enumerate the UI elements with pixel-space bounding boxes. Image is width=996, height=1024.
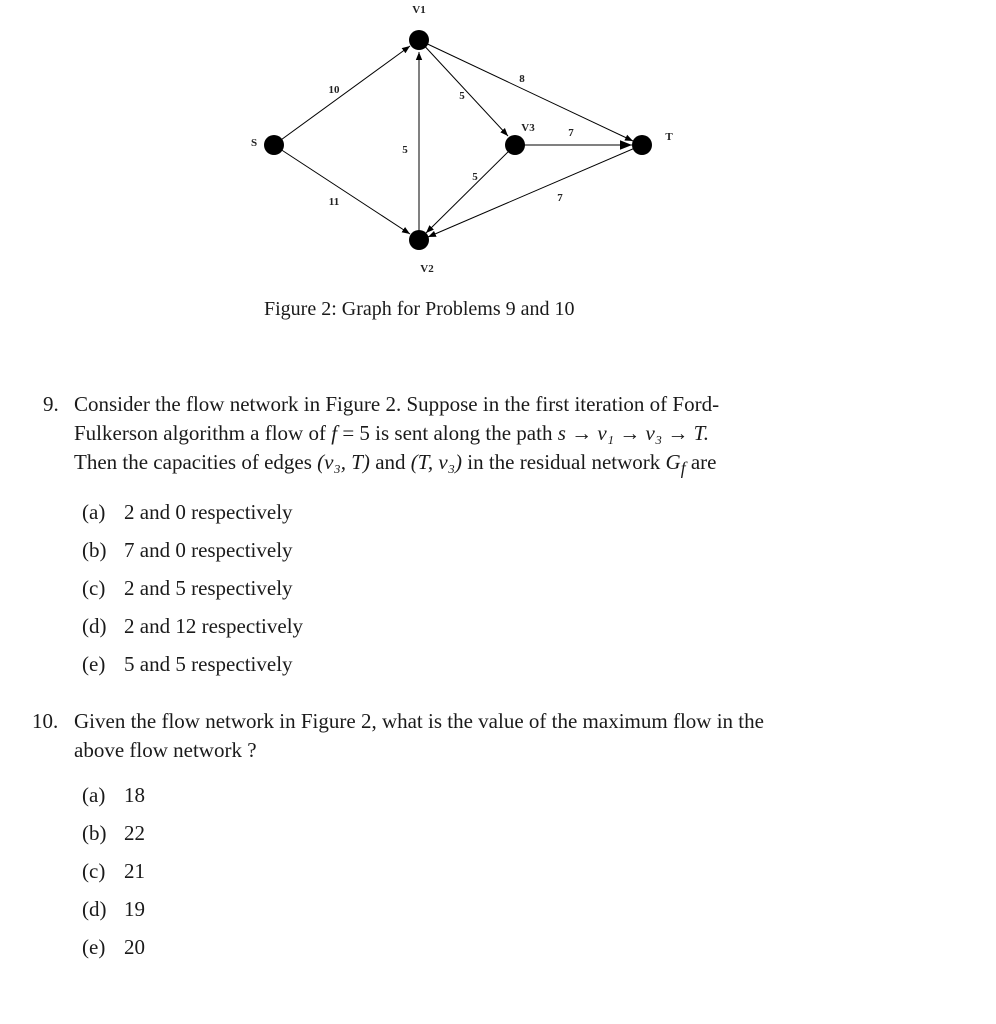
problem-9-option-a: (a) 2 and 0 respectively <box>82 500 293 524</box>
edge-label-v3-v2: 5 <box>472 171 478 183</box>
edge-t-v2 <box>428 145 642 237</box>
flow-network-graph <box>0 0 996 300</box>
node-label-v3: V3 <box>521 122 535 134</box>
edge-label-v1-v3: 5 <box>459 90 465 102</box>
problem-9-line-1: Consider the flow network in Figure 2. Suppose in the first iteration of Ford- <box>74 392 720 416</box>
node-label-t: T <box>665 131 673 143</box>
edge-s-v1 <box>274 46 410 145</box>
node-v1 <box>409 30 429 50</box>
edge-v3-v2 <box>426 145 515 233</box>
edge-label-s-v1: 10 <box>328 84 340 96</box>
problem-9-option-c: (c) 2 and 5 respectively <box>82 576 293 600</box>
edge-label-v1-t: 8 <box>519 73 525 85</box>
figure-caption: Figure 2: Graph for Problems 9 and 10 <box>264 298 575 320</box>
edge-label-s-v2: 11 <box>328 196 340 208</box>
problem-10-option-e: (e) 20 <box>82 935 145 959</box>
problem-10-option-c: (c) 21 <box>82 859 145 883</box>
node-v2 <box>409 230 429 250</box>
problem-9-line-2: Fulkerson algorithm a flow of f = 5 is sent along the path s → v₁ → v₃ → T. <box>74 421 710 445</box>
edge-label-t-v2: 7 <box>557 192 563 204</box>
problem-9-option-b: (b) 7 and 0 respectively <box>82 538 293 562</box>
node-label-v1: V1 <box>412 4 426 16</box>
problem-9-option-e: (e) 5 and 5 respectively <box>82 652 293 676</box>
problem-10-number: 10. <box>32 709 59 733</box>
problem-10-option-a: (a) 18 <box>82 783 145 807</box>
edge-s-v2 <box>274 145 410 234</box>
edge-v1-v3 <box>419 40 508 136</box>
problem-10-line-2: above flow network ? <box>74 738 257 762</box>
edge-label-v3-t: 7 <box>568 127 574 139</box>
node-t <box>632 135 652 155</box>
node-s <box>264 135 284 155</box>
node-label-v2: V2 <box>420 263 434 275</box>
problem-10-option-b: (b) 22 <box>82 821 145 845</box>
problem-9-number: 9. <box>43 392 59 416</box>
node-v3 <box>505 135 525 155</box>
problem-10-option-d: (d) 19 <box>82 897 145 921</box>
problem-9-option-d: (d) 2 and 12 respectively <box>82 614 304 638</box>
node-label-s: S <box>250 137 258 149</box>
edge-label-v2-v1: 5 <box>402 144 408 156</box>
problem-9-line-3: Then the capacities of edges (v₃, T) and (T, v₃) in the residual network $G_f$ are <box>74 450 717 479</box>
problem-10-line-1: Given the flow network in Figure 2, what is the value of the maximum flow in the <box>74 709 764 733</box>
